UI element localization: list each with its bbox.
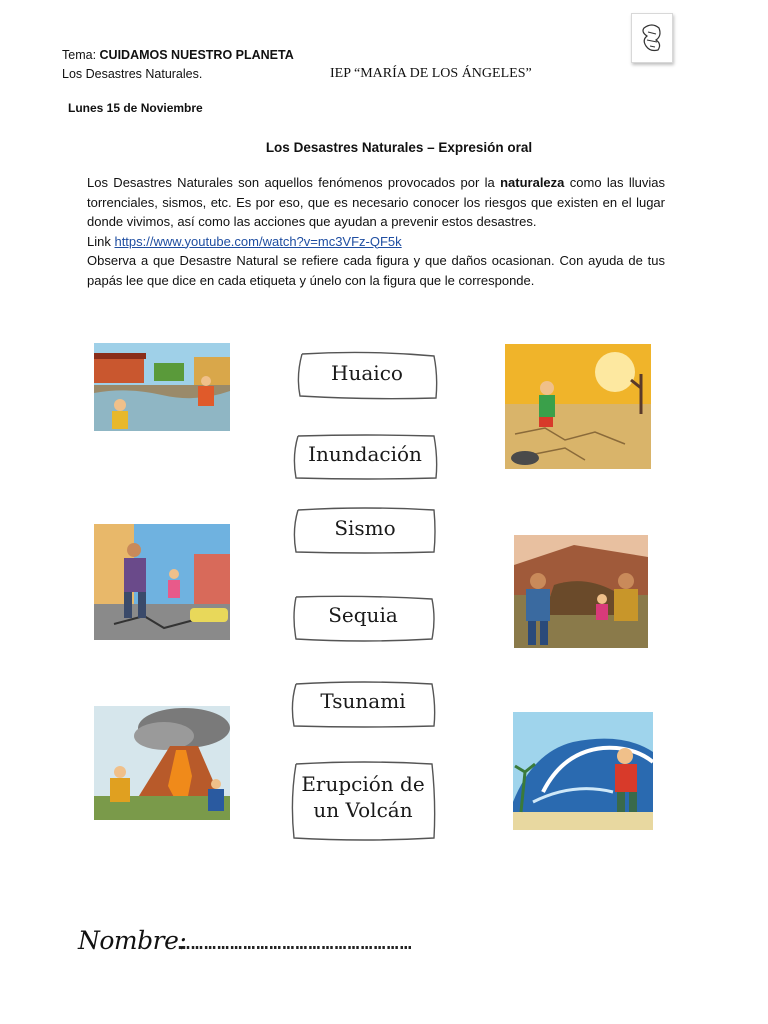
page-title: Los Desastres Naturales – Expresión oral [265,140,533,155]
intro-end: como las lluvias torrenciales, sismos, etc. Es por eso, que es necesario conocer los riesgos que existen en el lugar donde vivimos, así como las acciones que ayudan a prevenir estos desastres. [87,175,665,229]
topic-label: Tema: [62,48,97,62]
label-sequia: Sequia [328,603,398,627]
link-label: Link [87,233,115,249]
label-erupcion-line1: Erupción de [301,772,425,796]
name-label: Nombre: [78,926,187,955]
topic-line [62,48,294,62]
volcano-illustration [94,706,230,820]
label-card-sequia[interactable] [290,593,436,643]
school-name: IEP “MARÍA DE LOS ÁNGELES” [330,66,532,81]
youtube-link[interactable]: https://www.youtube.com/watch?v=mc3VFz-QF5k [114,233,402,249]
date: Lunes 15 de Noviembre [68,101,203,115]
intro-start: Los Desastres Naturales son aquellos fenómenos provocados por la [87,175,501,190]
label-tsunami: Tsunami [320,689,406,713]
subtitle: Los Desastres Naturales. [62,67,203,81]
intro-text [87,173,665,304]
label-erupcion-line2: un Volcán [313,798,413,822]
label-card-sismo[interactable] [292,506,438,556]
label-inundacion: Inundación [308,442,422,466]
label-card-tsunami[interactable] [290,680,436,730]
instructions: Observa a que Desastre Natural se refiere cada figura y que daños ocasionan. Con ayuda de tus papás lee que dice en cada etiqueta y únelo con la figura que le corresponde. [87,253,665,288]
label-sismo: Sismo [334,516,396,540]
flood-illustration [94,343,230,431]
label-card-erupcion[interactable] [290,760,436,842]
name-field[interactable]: ……………………………………………… [178,930,413,954]
intro-bold-word: naturaleza [500,175,565,190]
label-huaico: Huaico [331,361,403,385]
mudslide-illustration [514,535,648,648]
label-card-inundacion[interactable] [292,432,438,482]
tsunami-illustration [513,712,653,830]
logo-emblem-icon [632,14,672,62]
earthquake-illustration [94,524,230,640]
label-card-huaico[interactable] [294,350,440,402]
school-logo [631,13,673,63]
topic-value: CUIDAMOS NUESTRO PLANETA [99,48,294,62]
drought-illustration [505,344,651,469]
